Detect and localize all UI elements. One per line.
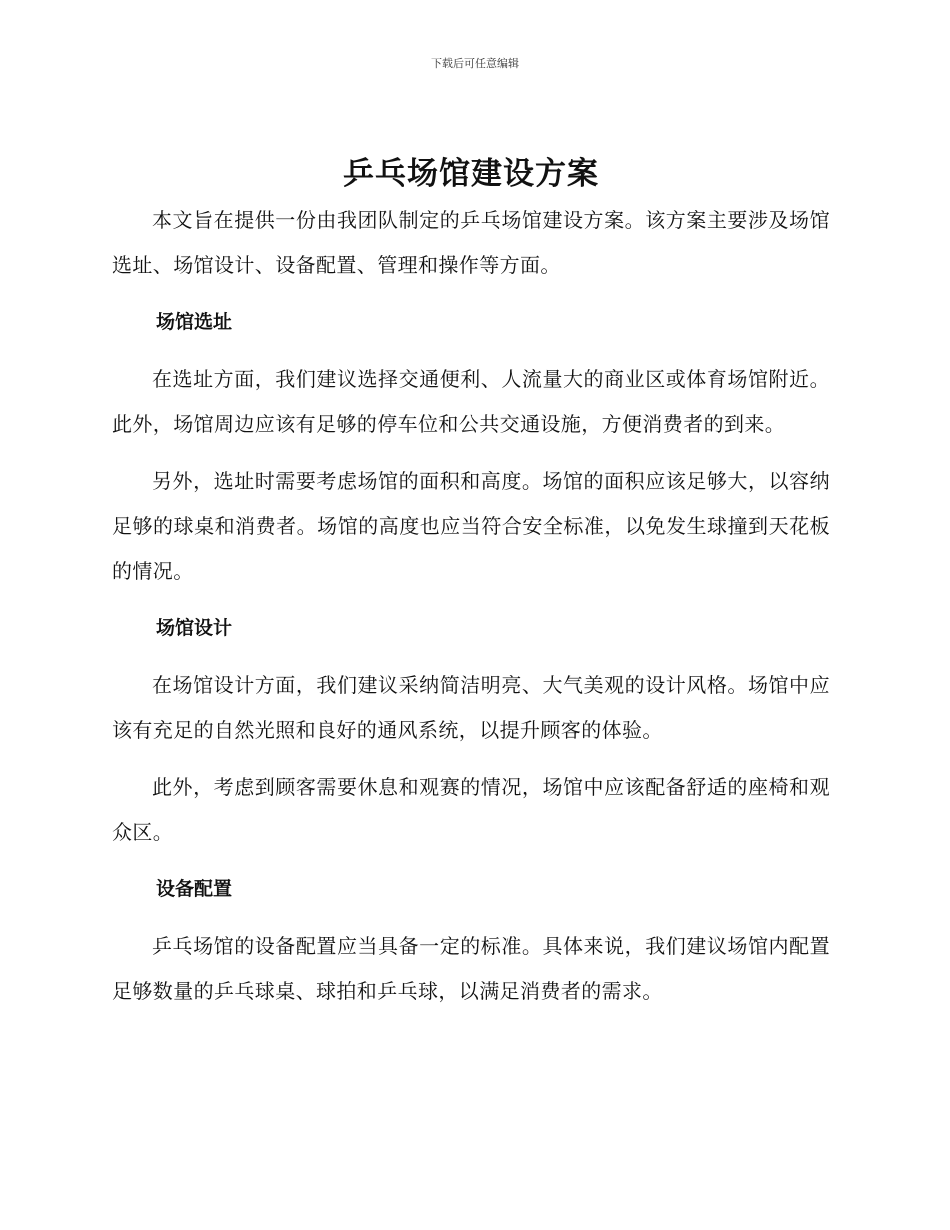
section-heading-equipment: 设备配置 <box>156 878 233 900</box>
design-paragraph-1: 在场馆设计方面，我们建议采纳简洁明亮、大气美观的设计风格。场馆中应该有充足的自然光照和良好的通风系统，以提升顾客的体验。 <box>112 673 830 742</box>
intro-paragraph: 本文旨在提供一份由我团队制定的乒乓场馆建设方案。该方案主要涉及场馆选址、场馆设计、设备配置、管理和操作等方面。 <box>112 208 830 277</box>
site-paragraph-1: 在选址方面，我们建议选择交通便利、人流量大的商业区或体育场馆附近。此外，场馆周边应该有足够的停车位和公共交通设施，方便消费者的到来。 <box>112 367 830 436</box>
design-paragraph-2: 此外，考虑到顾客需要休息和观赛的情况，场馆中应该配备舒适的座椅和观众区。 <box>112 775 830 844</box>
section-heading-site: 场馆选址 <box>156 311 233 333</box>
document-title: 乒乓场馆建设方案 <box>343 156 599 192</box>
site-paragraph-2: 另外，选址时需要考虑场馆的面积和高度。场馆的面积应该足够大，以容纳足够的球桌和消费者。场馆的高度也应当符合安全标准，以免发生球撞到天花板的情况。 <box>112 469 830 583</box>
equipment-paragraph-1: 乒乓场馆的设备配置应当具备一定的标准。具体来说，我们建议场馆内配置足够数量的乒乓球桌、球拍和乒乓球，以满足消费者的需求。 <box>112 934 830 1003</box>
header-note: 下载后可任意编辑 <box>431 57 519 70</box>
section-heading-design: 场馆设计 <box>156 617 233 639</box>
document-body <box>112 150 830 1014</box>
